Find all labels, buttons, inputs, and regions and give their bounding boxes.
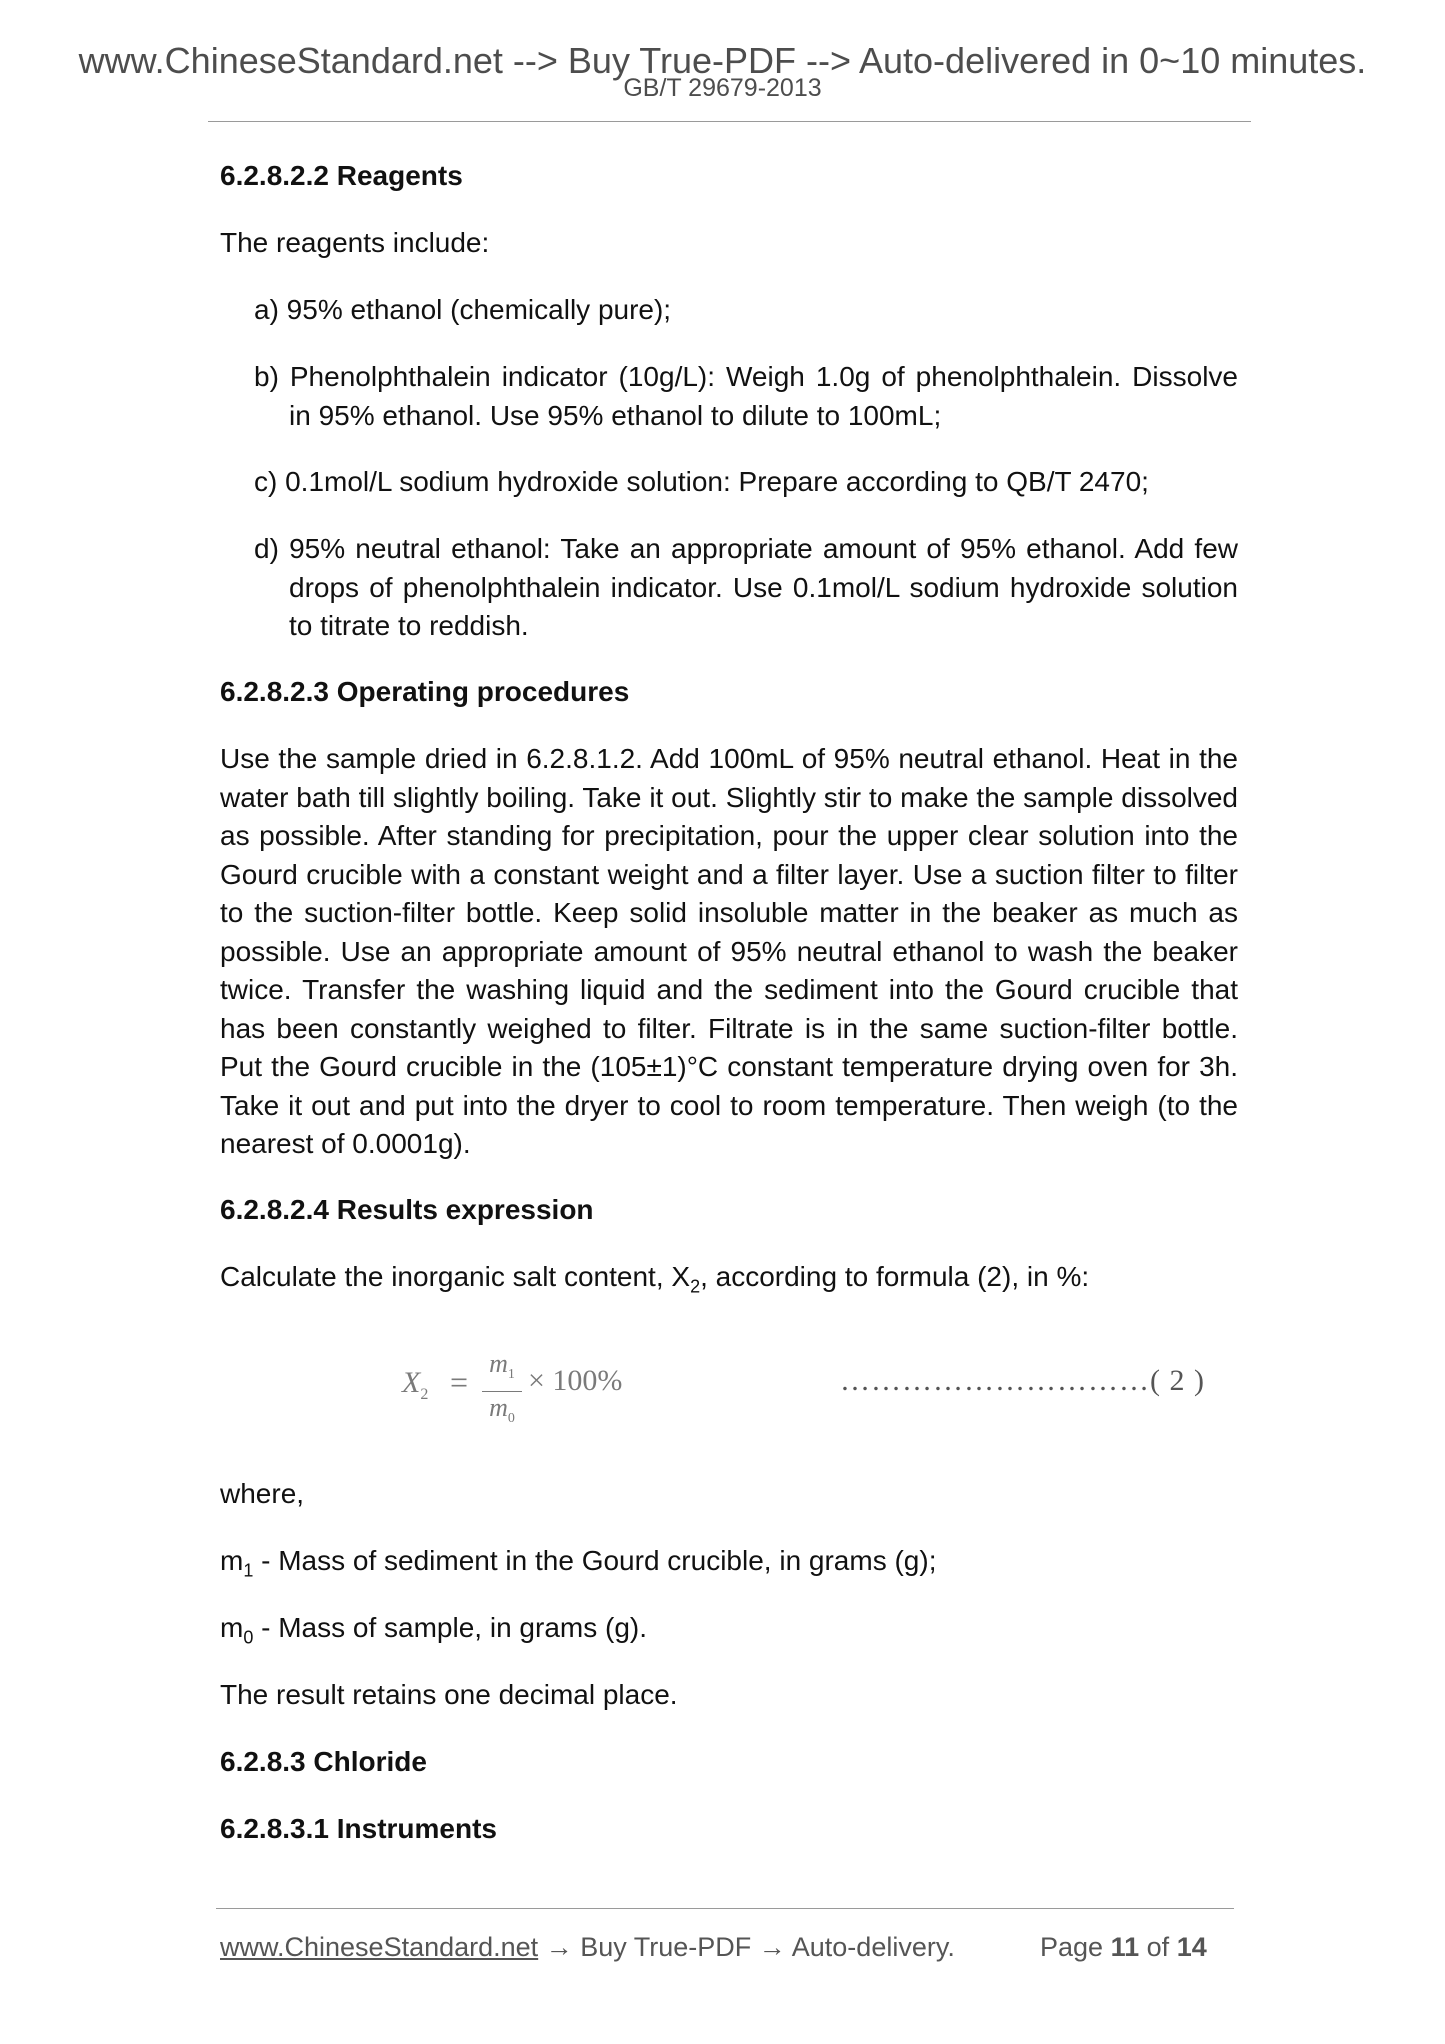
procedures-paragraph: Use the sample dried in 6.2.8.1.2. Add 100mL of 95% neutral ethanol. Heat in the water bath till slightly boiling. Take it out. Slightly stir to make the sample dissolved as possible. After standing for precipitation, pour the upper clear solution into the Gourd crucible with a constant weight and a filter layer. Use a suction filter to filter to the suction-filter bottle. Keep solid insoluble matter in the beaker as much as possible. Use an appropriate amount of 95% neutral ethanol to wash the beaker twice. Transfer the washing liquid and the sediment into the Gourd crucible that has been constantly weighed to filter. Filtrate is in the same suction-filter bottle. Put the Gourd crucible in the (105±1)°C constant temperature drying oven for 3h. Take it out and put into the dryer to cool to room temperature. Then weigh (to the nearest of 0.0001g). [220,743,1238,1159]
formula-denominator: $m_0$ [489,1393,515,1427]
fraction-bar [482,1391,522,1392]
results-heading: 6.2.8.2.4 Results expression [220,1194,594,1225]
formula-lhs: $X_2$ [402,1366,429,1403]
footer-buy-text: Buy True-PDF [580,1932,752,1962]
formula-2 [402,1350,1252,1430]
result-note: The result retains one decimal place. [220,1679,678,1710]
header-divider [208,121,1251,122]
footer-delivery-text: Auto-delivery. [791,1932,955,1962]
reagent-item-c: c) 0.1mol/L sodium hydroxide solution: Prepare according to QB/T 2470; [254,466,1149,497]
header-banner: www.ChineseStandard.net --> Buy True-PDF --> Auto-delivered in 0~10 minutes. [78,40,1367,81]
page-indicator: Page 11 of 14 [1040,1932,1207,1962]
chloride-heading: 6.2.8.3 Chloride [220,1746,427,1777]
formula-times-100: × 100% [528,1364,623,1397]
procedures-heading: 6.2.8.2.3 Operating procedures [220,676,630,707]
reagent-item-d: d) 95% neutral ethanol: Take an appropriate amount of 95% ethanol. Add few drops of phenolphthalein indicator. Use 0.1mol/L sodium hydroxide solution to titrate to reddish. [254,533,1238,641]
standard-number: GB/T 29679-2013 [623,74,822,102]
formula-numerator: $m_1$ [489,1349,515,1383]
reagents-intro: The reagents include: [220,227,490,258]
footer-divider [216,1908,1234,1909]
formula-number: …………………………( 2 ) [840,1364,1205,1397]
reagent-item-b: b) Phenolphthalein indicator (10g/L): Weigh 1.0g of phenolphthalein. Dissolve in 95% ethanol. Use 95% ethanol to dilute to 100mL; [254,361,1238,431]
reagents-heading: 6.2.8.2.2 Reagents [220,160,463,191]
footer-site-link[interactable]: www.ChineseStandard.net [220,1932,539,1962]
m0-definition: $m_0$ - Mass of sample, in grams (g). [220,1612,647,1648]
formula-fraction [482,1350,522,1433]
reagent-item-a: a) 95% ethanol (chemically pure); [254,294,672,325]
footer-links: www.ChineseStandard.net → Buy True-PDF → Auto-delivery. [220,1932,955,1962]
m1-definition: $m_1$ - Mass of sediment in the Gourd crucible, in grams (g); [220,1545,937,1581]
formula-equals: = [450,1364,469,1400]
instruments-heading: 6.2.8.3.1 Instruments [220,1813,498,1844]
results-intro: Calculate the inorganic salt content, $X_2$, according to formula (2), in %: [220,1261,1090,1297]
where-label: where, [220,1478,305,1509]
